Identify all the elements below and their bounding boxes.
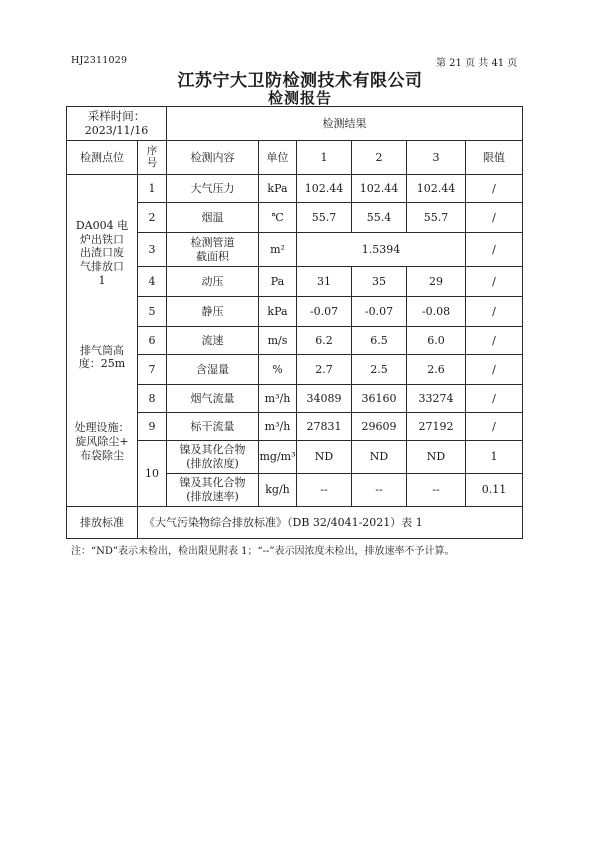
seq-cell: 3 [138,233,167,267]
unit-cell: ℃ [259,203,297,233]
stack-height-line: 度：25m [78,357,126,371]
col-run-3: 3 [407,141,466,175]
value-cell: 34089 [297,385,352,413]
col-point: 检测点位 [67,141,138,175]
col-limit: 限值 [466,141,523,175]
page-number: 第 21 页 共 41 页 [436,58,518,69]
value-cell: 27831 [297,413,352,441]
standard-text: 《大气污染物综合排放标准》（DB 32/4041-2021）表 1 [138,507,523,539]
limit-cell: / [466,413,523,441]
treatment-line: 旋风除尘+ [75,434,129,448]
unit-cell: % [259,355,297,385]
point-name-line: 炉出铁口 [80,232,124,246]
value-cell: -- [352,474,407,507]
seq-cell: 10 [138,441,167,507]
sample-time-cell [67,107,167,141]
value-cell: 35 [352,267,407,297]
value-cell: ND [407,441,466,474]
results-label: 检测结果 [167,107,523,141]
item-line: (排放速率) [186,490,239,503]
item-cell: 含湿量 [167,355,259,385]
item-line: (排放浓度) [186,457,239,470]
limit-cell: / [466,175,523,203]
report-title: 检测报告 [267,89,332,107]
value-cell: -0.07 [297,297,352,327]
seq-cell: 6 [138,327,167,355]
stack-height-line: 排气筒高 [80,343,124,357]
value-cell: 102.44 [352,175,407,203]
limit-cell: / [466,203,523,233]
unit-cell: Pa [259,267,297,297]
item-line: 截面积 [196,249,229,263]
col-run-2: 2 [352,141,407,175]
col-unit: 单位 [259,141,297,175]
unit-cell: m³/h [259,385,297,413]
value-cell: 6.0 [407,327,466,355]
treatment-line: 处理设施： [74,421,130,434]
seq-cell: 2 [138,203,167,233]
standard-label: 排放标准 [67,507,138,539]
value-cell: -0.08 [407,297,466,327]
item-cell: 静压 [167,297,259,327]
value-cell: -0.07 [352,297,407,327]
item-cell: 烟气流量 [167,385,259,413]
footnote: 注：“ND”表示未检出，检出限见附表 1；“--”表示因浓度未检出，排放速率不予计算。 [71,546,455,557]
column-header-row [67,141,523,175]
seq-cell: 5 [138,297,167,327]
item-cell [167,474,259,507]
item-cell [167,233,259,267]
value-cell: ND [352,441,407,474]
limit-cell: / [466,297,523,327]
point-name-line: 1 [98,273,106,287]
value-cell: 36160 [352,385,407,413]
item-cell: 动压 [167,267,259,297]
col-seq: 序号 [138,141,167,175]
value-cell: 29 [407,267,466,297]
value-cell: 29609 [352,413,407,441]
value-cell: -- [407,474,466,507]
sample-time-label: 采样时间： [87,109,146,124]
company-name: 江苏宁大卫防检测技术有限公司 [177,71,423,91]
limit-cell: / [466,385,523,413]
value-cell: 33274 [407,385,466,413]
point-name-line: 气排放口 [80,260,124,273]
unit-cell: kg/h [259,474,297,507]
limit-cell: / [466,327,523,355]
standard-row [67,507,523,539]
seq-cell: 1 [138,175,167,203]
point-name-line: 出渣口废 [80,246,124,260]
treatment-line: 布袋除尘 [80,448,124,462]
limit-cell: / [466,267,523,297]
col-item: 检测内容 [167,141,259,175]
monitoring-point-cell [67,175,138,507]
seq-cell: 4 [138,267,167,297]
item-cell: 大气压力 [167,175,259,203]
limit-cell: 1 [466,441,523,474]
item-cell [167,441,259,474]
report-id: HJ2311029 [71,55,128,66]
merged-value-cell: 1.5394 [297,233,466,267]
value-cell: ND [297,441,352,474]
seq-cell: 8 [138,385,167,413]
results-table [66,106,523,539]
value-cell: 55.7 [297,203,352,233]
col-run-1: 1 [297,141,352,175]
value-cell: 55.4 [352,203,407,233]
value-cell: 102.44 [297,175,352,203]
value-cell: 55.7 [407,203,466,233]
value-cell: 102.44 [407,175,466,203]
value-cell: 6.5 [352,327,407,355]
value-cell: 2.7 [297,355,352,385]
value-cell: 2.5 [352,355,407,385]
unit-cell: m/s [259,327,297,355]
limit-cell: / [466,355,523,385]
item-line: 检测管道 [190,235,235,249]
value-cell: -- [297,474,352,507]
seq-cell: 7 [138,355,167,385]
sample-date: 2023/11/16 [84,124,149,137]
sample-time-row [67,107,523,141]
unit-cell: mg/m³ [259,441,297,474]
value-cell: 27192 [407,413,466,441]
unit-cell: m² [259,233,297,267]
value-cell: 2.6 [407,355,466,385]
item-cell: 烟温 [167,203,259,233]
item-cell: 标干流量 [167,413,259,441]
unit-cell: m³/h [259,413,297,441]
table-row [67,175,523,203]
value-cell: 6.2 [297,327,352,355]
item-cell: 流速 [167,327,259,355]
unit-cell: kPa [259,297,297,327]
unit-cell: kPa [259,175,297,203]
limit-cell: / [466,233,523,267]
value-cell: 31 [297,267,352,297]
limit-cell: 0.11 [466,474,523,507]
point-name-line: DA004 电 [75,218,129,232]
item-line: 镍及其化合物 [179,443,246,457]
seq-cell: 9 [138,413,167,441]
item-line: 镍及其化合物 [179,476,246,490]
